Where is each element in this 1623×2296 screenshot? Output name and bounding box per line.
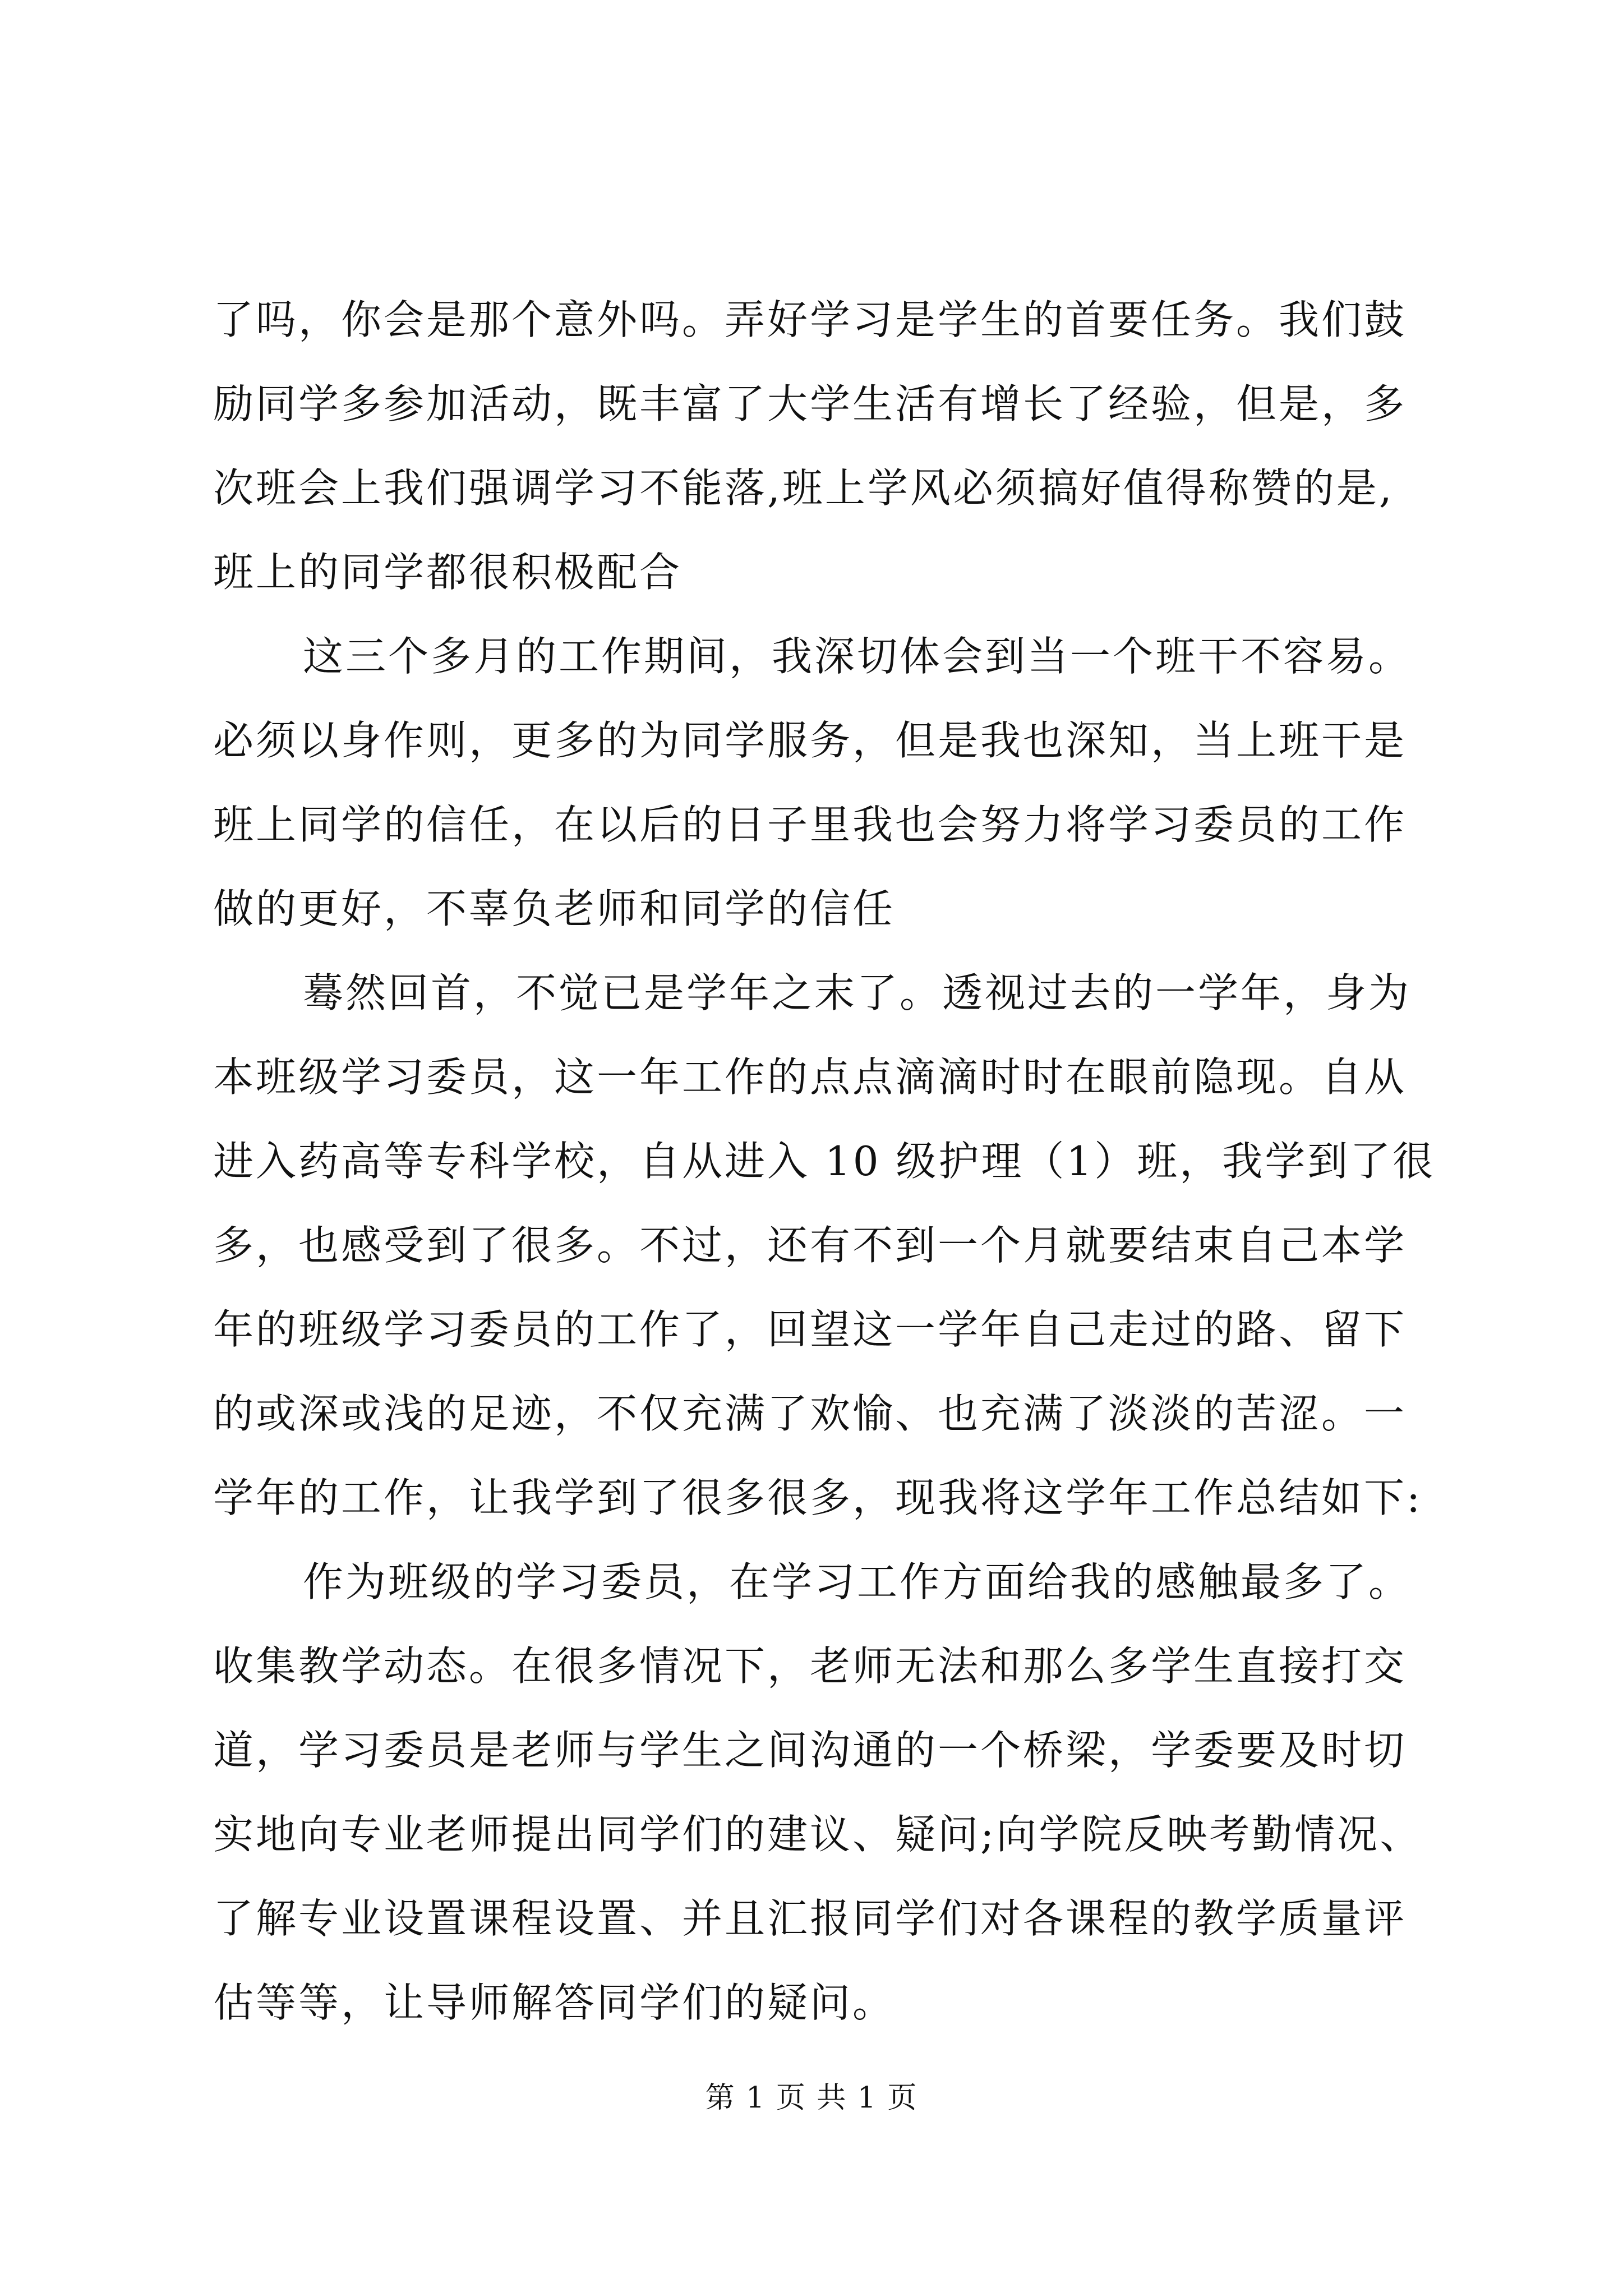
body-text-line: 做的更好，不辜负老师和同学的信任 [213,885,896,932]
body-text-line: 年的班级学习委员的工作了，回望这一学年自己走过的路、留下 [213,1306,1407,1353]
body-text-line: 必须以身作则，更多的为同学服务，但是我也深知，当上班干是 [213,717,1407,764]
paragraph-first-line: 作为班级的学习委员，在学习工作方面给我的感触最多了。 [303,1558,1412,1605]
paragraph-first-line: 蓦然回首，不觉已是学年之末了。透视过去的一学年，身为 [303,969,1412,1016]
body-text-line: 励同学多参加活动，既丰富了大学生活有增长了经验，但是，多 [213,380,1407,427]
page-number-footer: 第 1 页 共 1 页 [705,2081,918,2115]
body-text-line: 班上的同学都很积极配合 [213,549,683,596]
body-text-line: 学年的工作，让我学到了很多很多，现我将这学年工作总结如下: [213,1474,1423,1521]
body-text-line: 了吗，你会是那个意外吗。弄好学习是学生的首要任务。我们鼓 [213,296,1407,343]
body-text-line: 进入药高等专科学校，自从进入 10 级护理（1）班，我学到了很 [213,1138,1436,1185]
body-text-line: 次班会上我们强调学习不能落,班上学风必须搞好值得称赞的是, [213,464,1394,512]
body-text-line: 本班级学习委员，这一年工作的点点滴滴时时在眼前隐现。自从 [213,1053,1407,1101]
body-text-line: 了解专业设置课程设置、并且汇报同学们对各课程的教学质量评 [213,1895,1407,1942]
paragraph-first-line: 这三个多月的工作期间，我深切体会到当一个班干不容易。 [303,633,1412,680]
body-text-line: 班上同学的信任，在以后的日子里我也会努力将学习委员的工作 [213,801,1407,848]
body-text-line: 实地向专业老师提出同学们的建议、疑问;向学院反映考勤情况、 [213,1811,1423,1858]
body-text-line: 道，学习委员是老师与学生之间沟通的一个桥梁，学委要及时切 [213,1727,1407,1774]
body-text-line: 的或深或浅的足迹，不仅充满了欢愉、也充满了淡淡的苦涩。一 [213,1390,1407,1437]
body-text-line: 收集教学动态。在很多情况下，老师无法和那么多学生直接打交 [213,1642,1407,1690]
body-text-line: 多，也感受到了很多。不过，还有不到一个月就要结束自己本学 [213,1222,1407,1269]
body-text-line: 估等等，让导师解答同学们的疑问。 [213,1979,896,2026]
